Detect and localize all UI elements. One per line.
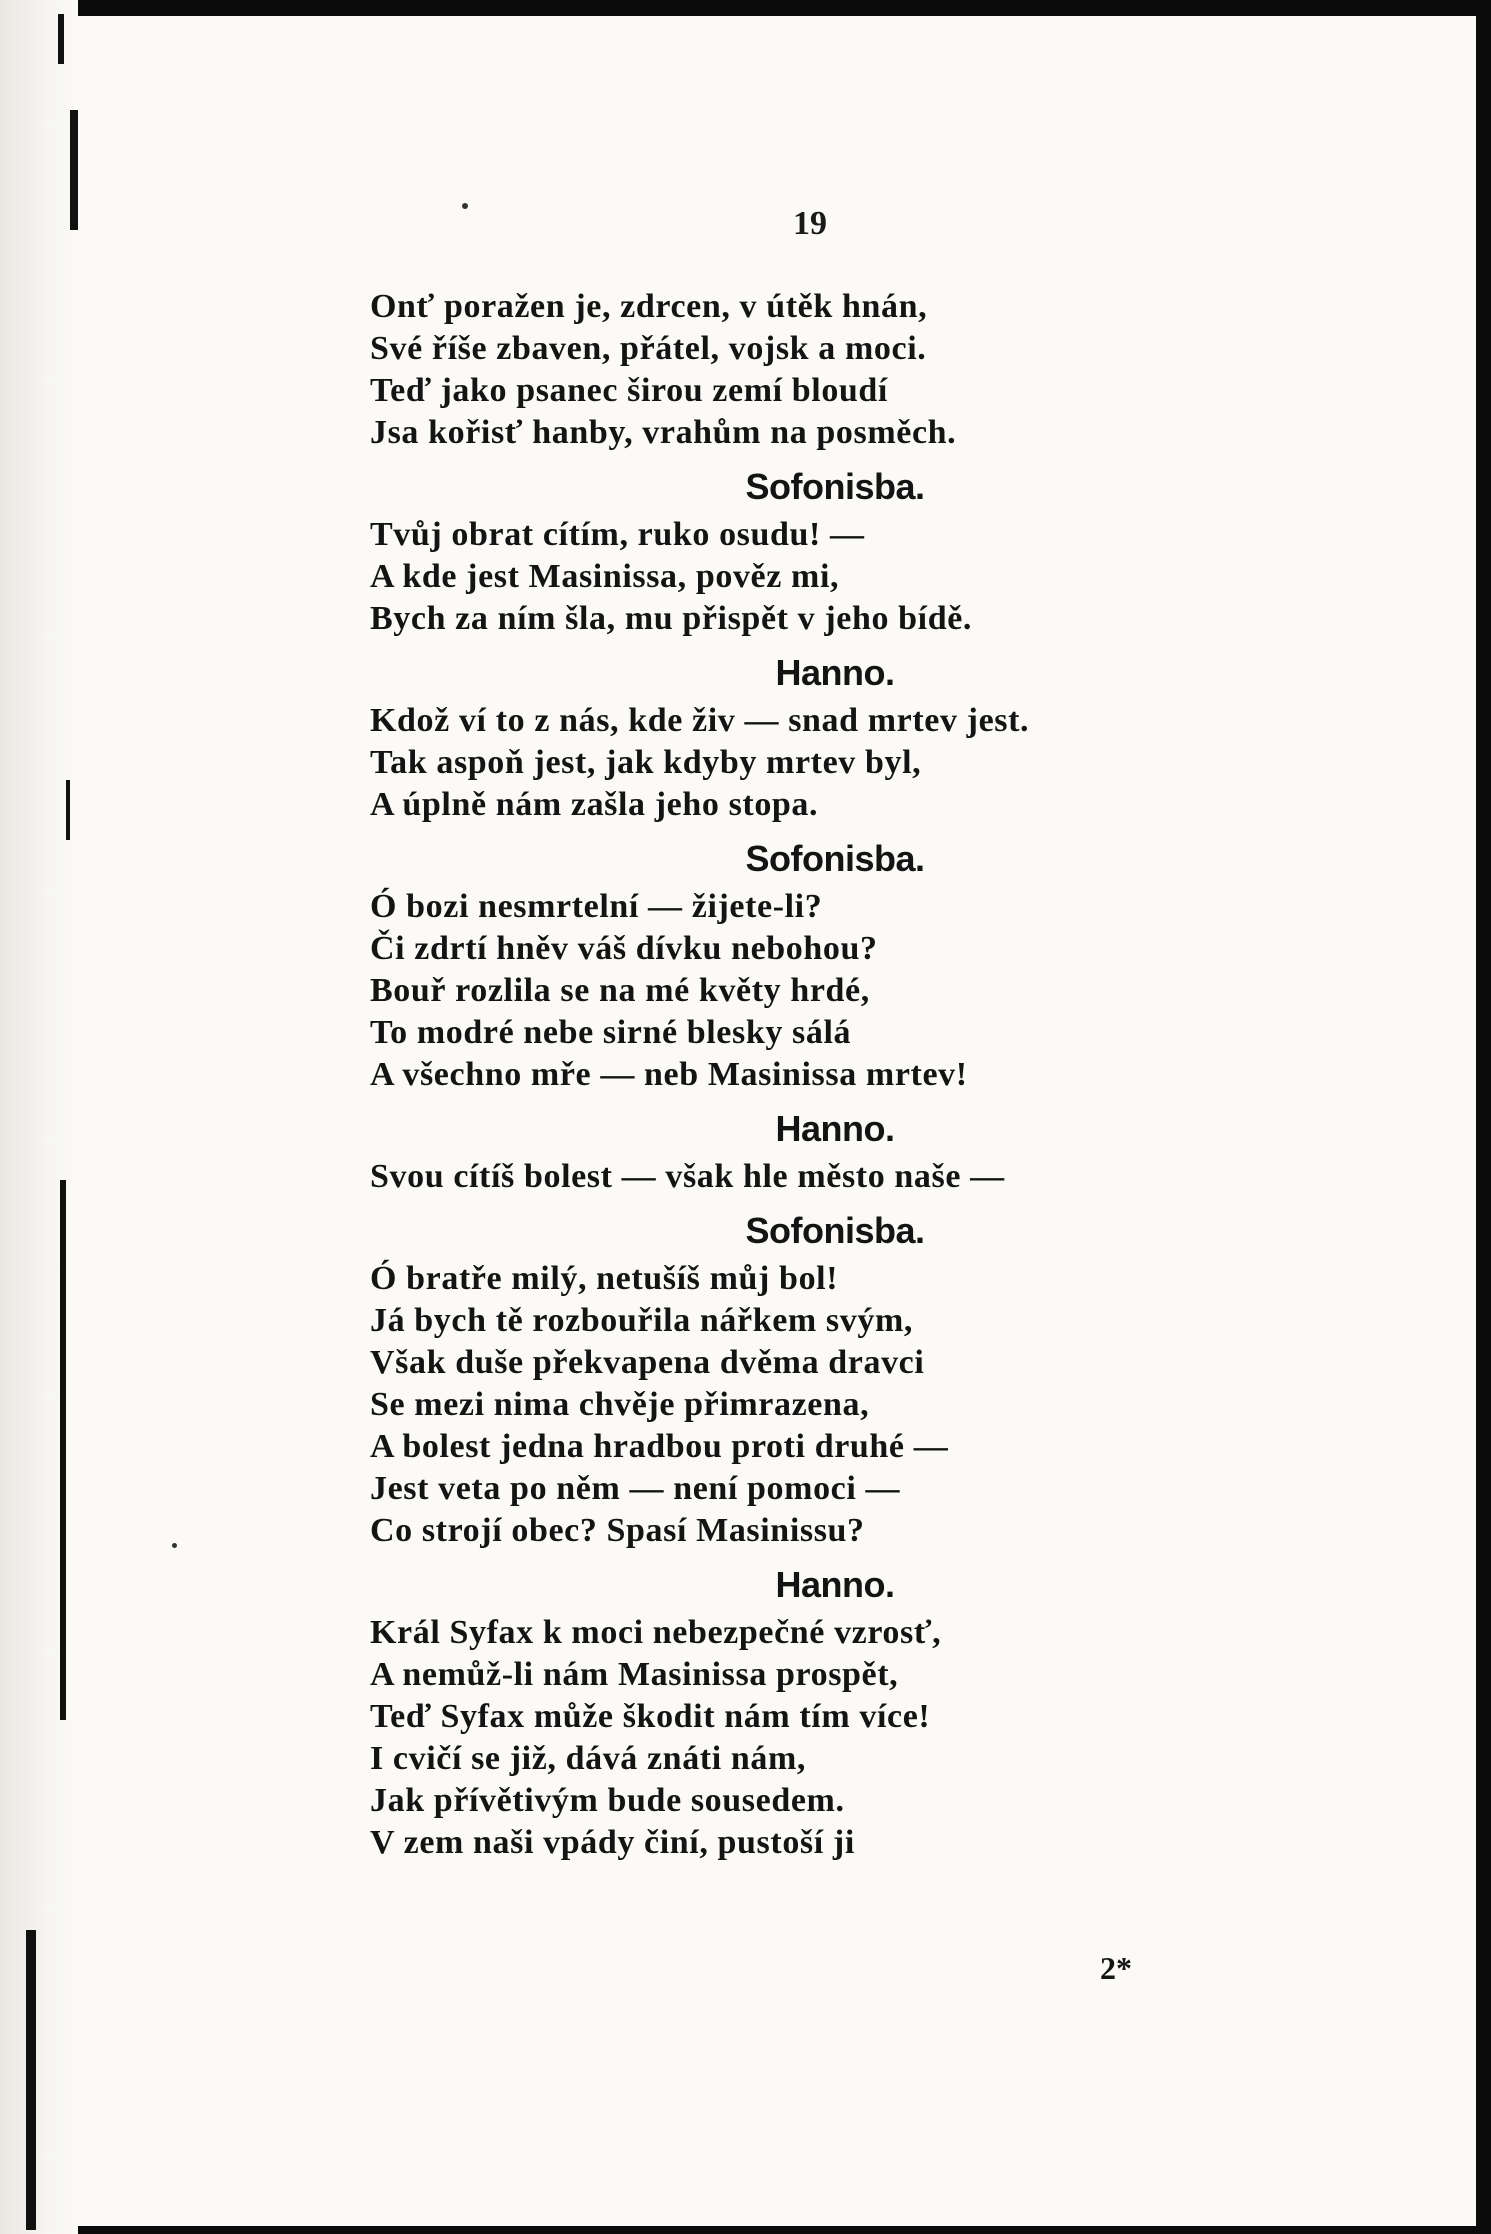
speaker-name: Hanno. (775, 652, 895, 693)
binding-edge-mark (26, 1930, 36, 2230)
verse-line: Ó bozi nesmrtelní — žijete-li? (370, 888, 823, 925)
verse-line: A kde jest Masinissa, pověz mi, (370, 558, 840, 595)
verse-line: Bouř rozlila se na mé květy hrdé, (370, 972, 870, 1009)
verse-line: Ó bratře milý, netušíš můj bol! (370, 1260, 839, 1297)
verse-line: Svou cítíš bolest — však hle město naše — (370, 1158, 1005, 1195)
verse-line: A úplně nám zašla jeho stopa. (370, 786, 819, 823)
verse-line: Tak aspoň jest, jak kdyby mrtev byl, (370, 744, 922, 781)
binding-edge-top (58, 14, 64, 64)
verse-line: Jsa kořisť hanby, vrahům na posměch. (370, 414, 957, 451)
verse-line: Jest veta po něm — není pomoci — (370, 1470, 901, 1507)
verse-line: Teď jako psanec širou zemí bloudí (370, 372, 888, 409)
verse-line: I cvičí se již, dává znáti nám, (370, 1740, 806, 1777)
verse-line: Či zdrtí hněv váš dívku nebohou? (370, 930, 878, 967)
verse-line: Já bych tě rozbouřila nářkem svým, (370, 1302, 913, 1339)
binding-edge-mark (66, 780, 70, 840)
binding-edge-mark (70, 110, 78, 230)
poem-text (370, 286, 1250, 1864)
verse-line: Své říše zbaven, přátel, vojsk a moci. (370, 330, 927, 367)
speaker-name: Sofonisba. (745, 838, 925, 879)
verse-line: Teď Syfax může škodit nám tím více! (370, 1698, 931, 1735)
verse-line: Bych za ním šla, mu přispět v jeho bídě. (370, 600, 973, 637)
verse-line: A bolest jedna hradbou proti druhé — (370, 1428, 949, 1465)
verse-line: Se mezi nima chvěje přimrazena, (370, 1386, 870, 1423)
page-gutter (0, 0, 78, 2234)
verse-line: Jak přívětivým bude sousedem. (370, 1782, 845, 1819)
verse-line: Co strojí obec? Spasí Masinissu? (370, 1512, 865, 1549)
verse-line: V zem naši vpády činí, pustoší ji (370, 1824, 855, 1861)
page-number: 19 (793, 205, 827, 242)
signature-mark: 2* (1100, 1950, 1132, 1986)
speaker-name: Hanno. (775, 1108, 895, 1149)
verse-line: Tvůj obrat cítím, ruko osudu! — (370, 516, 865, 553)
verse-line: A všechno mře — neb Masinissa mrtev! (370, 1056, 968, 1093)
verse-line: To modré nebe sirné blesky sálá (370, 1014, 852, 1051)
verse-line: Onť poražen je, zdrcen, v útěk hnán, (370, 288, 928, 325)
speaker-name: Sofonisba. (745, 466, 925, 507)
speck (172, 1543, 177, 1548)
verse-line: Král Syfax k moci nebezpečné vzrosť, (370, 1614, 942, 1651)
verse-line: Však duše překvapena dvěma dravci (370, 1344, 925, 1381)
speaker-name: Sofonisba. (745, 1210, 925, 1251)
verse-line: A nemůž-li nám Masinissa prospět, (370, 1656, 899, 1693)
speaker-name: Hanno. (775, 1564, 895, 1605)
speck (462, 203, 468, 209)
binding-edge-mark (60, 1180, 66, 1720)
verse-line: Kdož ví to z nás, kde živ — snad mrtev jest. (370, 702, 1030, 739)
